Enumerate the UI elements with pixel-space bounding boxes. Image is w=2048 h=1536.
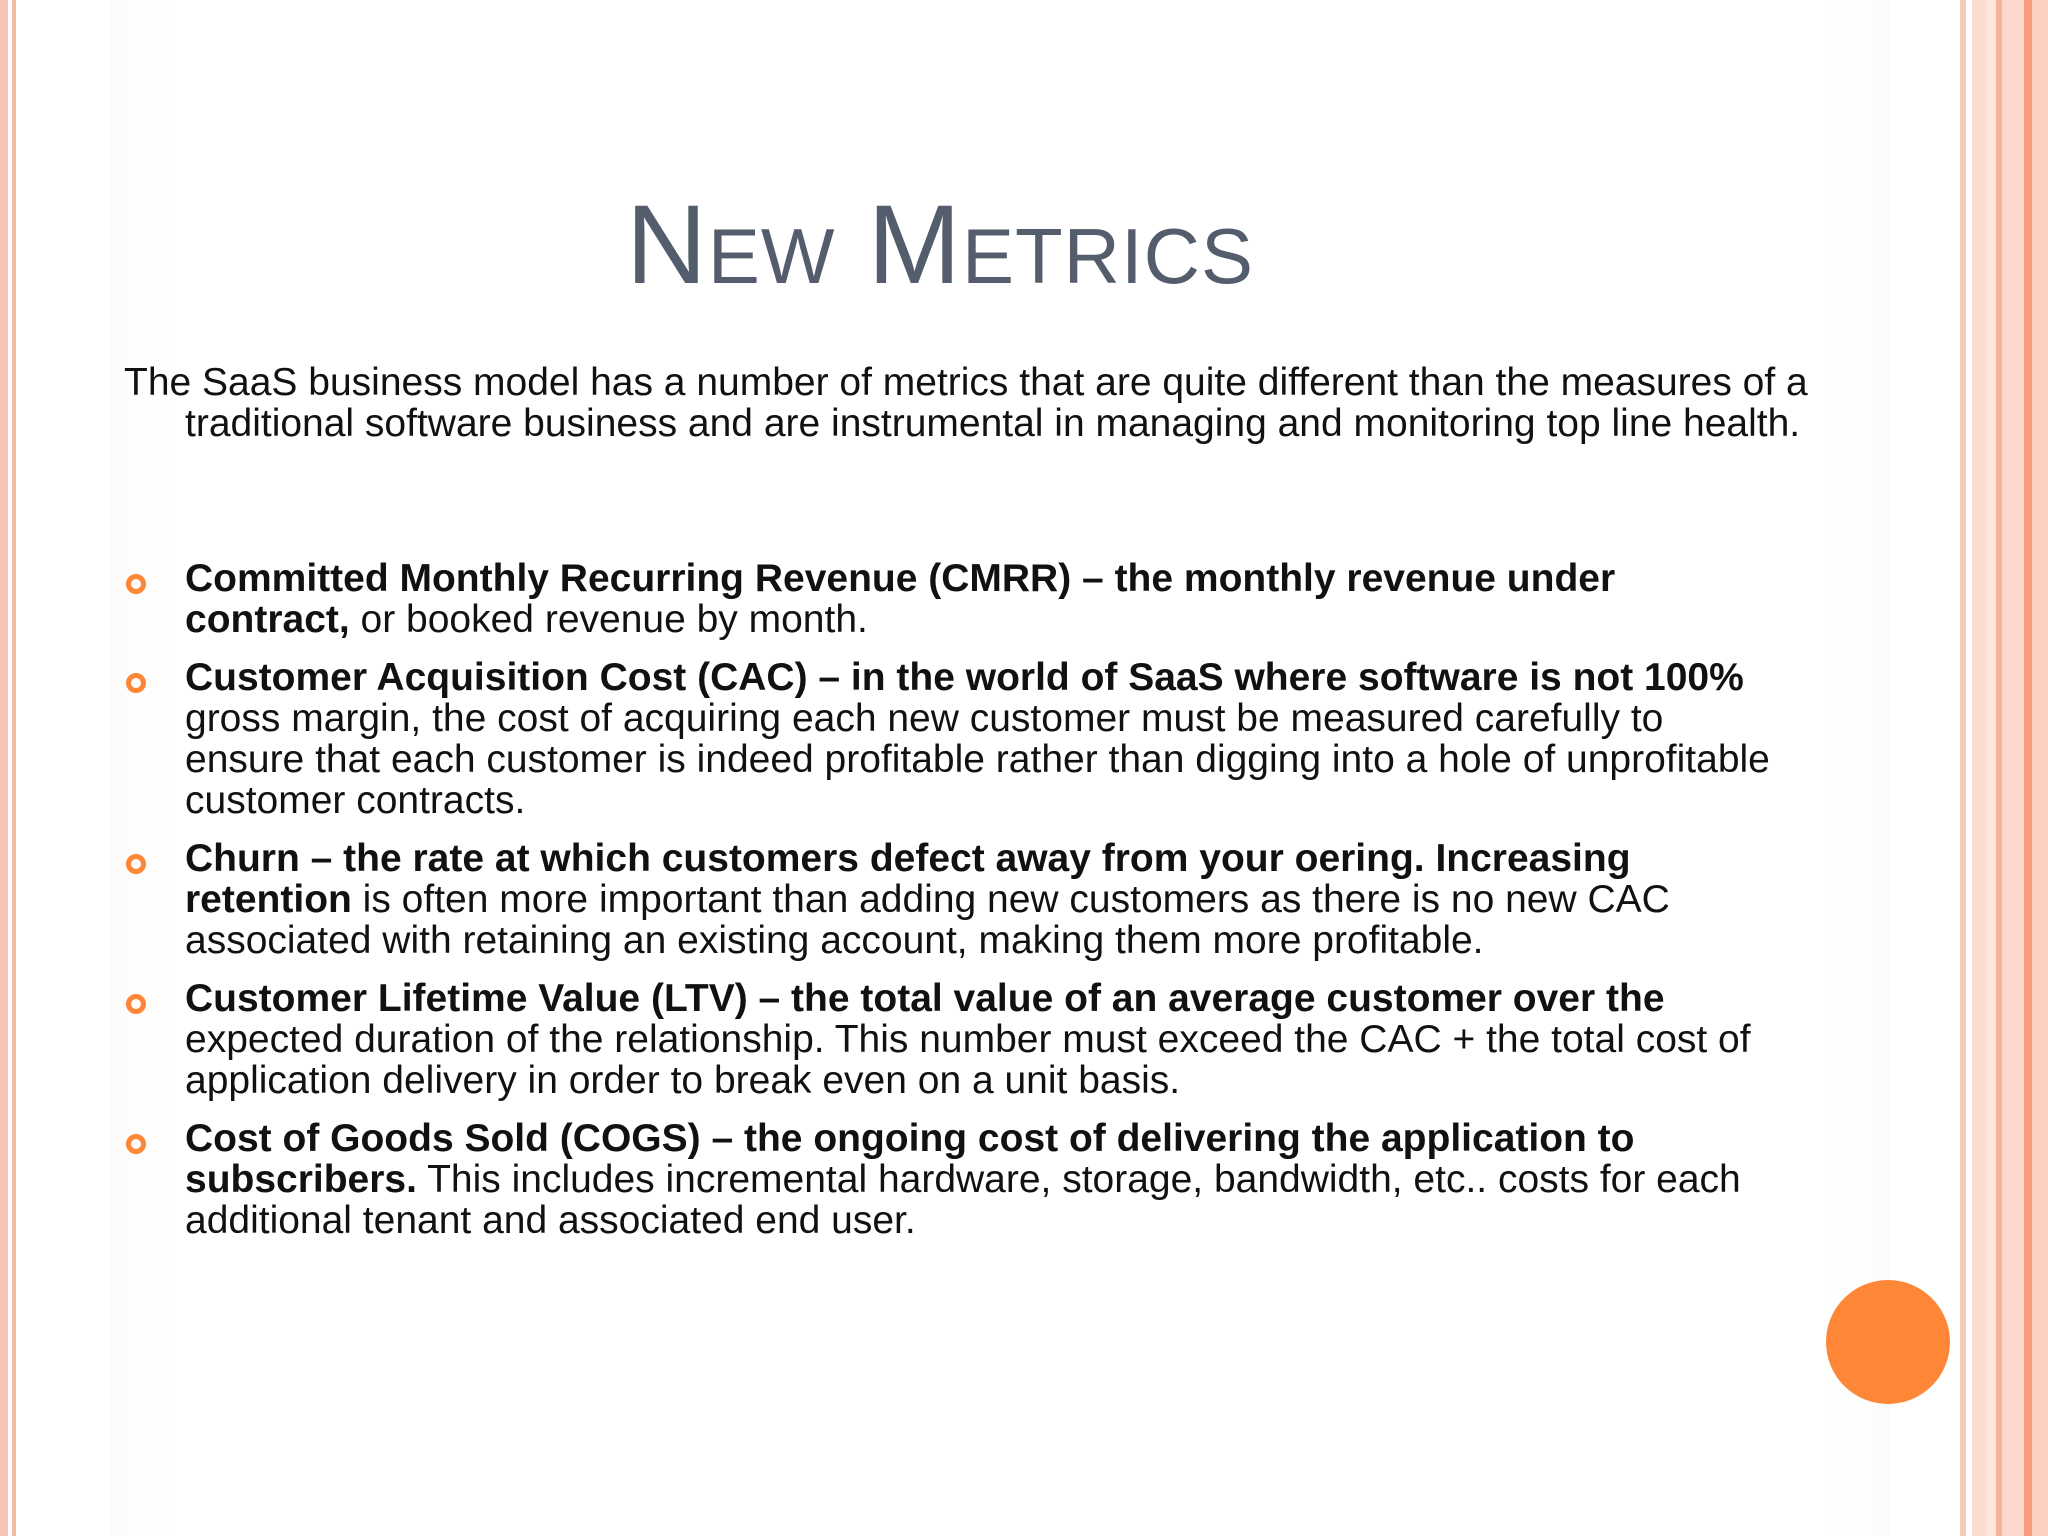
bullet-text: This includes incremental hardware, storage, bandwidth, etc.. costs for each additional tenant and associated end user.: [185, 1158, 1741, 1242]
bullet-text: gross margin, the cost of acquiring each new customer must be measured carefully to ensure that each customer is indeed profitable rather than digging into a hole of unprofitable customer contracts.: [185, 697, 1770, 822]
intro-paragraph: The SaaS business model has a number of metrics that are quite different than the measures of a traditional software business and are instrumental in managing and monitoring top line health.: [124, 361, 1808, 445]
bullet-item-cac: [124, 657, 1784, 821]
bullet-text: or booked revenue by month.: [349, 598, 868, 641]
right-border-stripe: [1972, 0, 1986, 1536]
bullet-circle-icon: [126, 574, 146, 594]
bullet-text: is often more important than adding new customers as there is no new CAC associated with retaining an existing account, making them more profitable.: [185, 878, 1670, 962]
bullet-item-cmrr: [124, 558, 1784, 640]
bullet-circle-icon: [126, 1134, 146, 1154]
bullet-circle-icon: [126, 854, 146, 874]
orange-circle-decoration: [1826, 1280, 1950, 1404]
bullet-item-churn: [124, 838, 1784, 961]
slide-title: New Metrics: [626, 182, 1254, 307]
bullet-text: expected duration of the relationship. This number must exceed the CAC + the total cost of application delivery in order to break even on a unit basis.: [185, 1018, 1751, 1102]
right-border-stripe: [1986, 0, 1996, 1536]
bullet-item-ltv: [124, 978, 1784, 1101]
bullet-bold-text: Committed Monthly Recurring Revenue (CMRR) – the monthly revenue under contract,: [185, 557, 1616, 641]
bullet-bold-text: Customer Acquisition Cost (CAC) – in the world of SaaS where software is not 100%: [185, 656, 1744, 699]
bullet-bold-text: Churn – the rate at which customers defect away from your oering. Increasing retention: [185, 837, 1631, 921]
right-border-stripe: [2032, 0, 2048, 1536]
bullet-item-cogs: [124, 1118, 1784, 1241]
right-border-stripe: [2002, 0, 2024, 1536]
bullet-circle-icon: [126, 673, 146, 693]
bullet-bold-text: Customer Lifetime Value (LTV) – the total value of an average customer over the: [185, 977, 1665, 1020]
bullet-bold-text: Cost of Goods Sold (COGS) – the ongoing cost of delivering the application to subscribers.: [185, 1117, 1635, 1201]
right-border-stripe: [2024, 0, 2032, 1536]
right-border-stripe: [1960, 0, 1966, 1536]
metrics-bullet-list: [124, 558, 1784, 1258]
bullet-circle-icon: [126, 994, 146, 1014]
